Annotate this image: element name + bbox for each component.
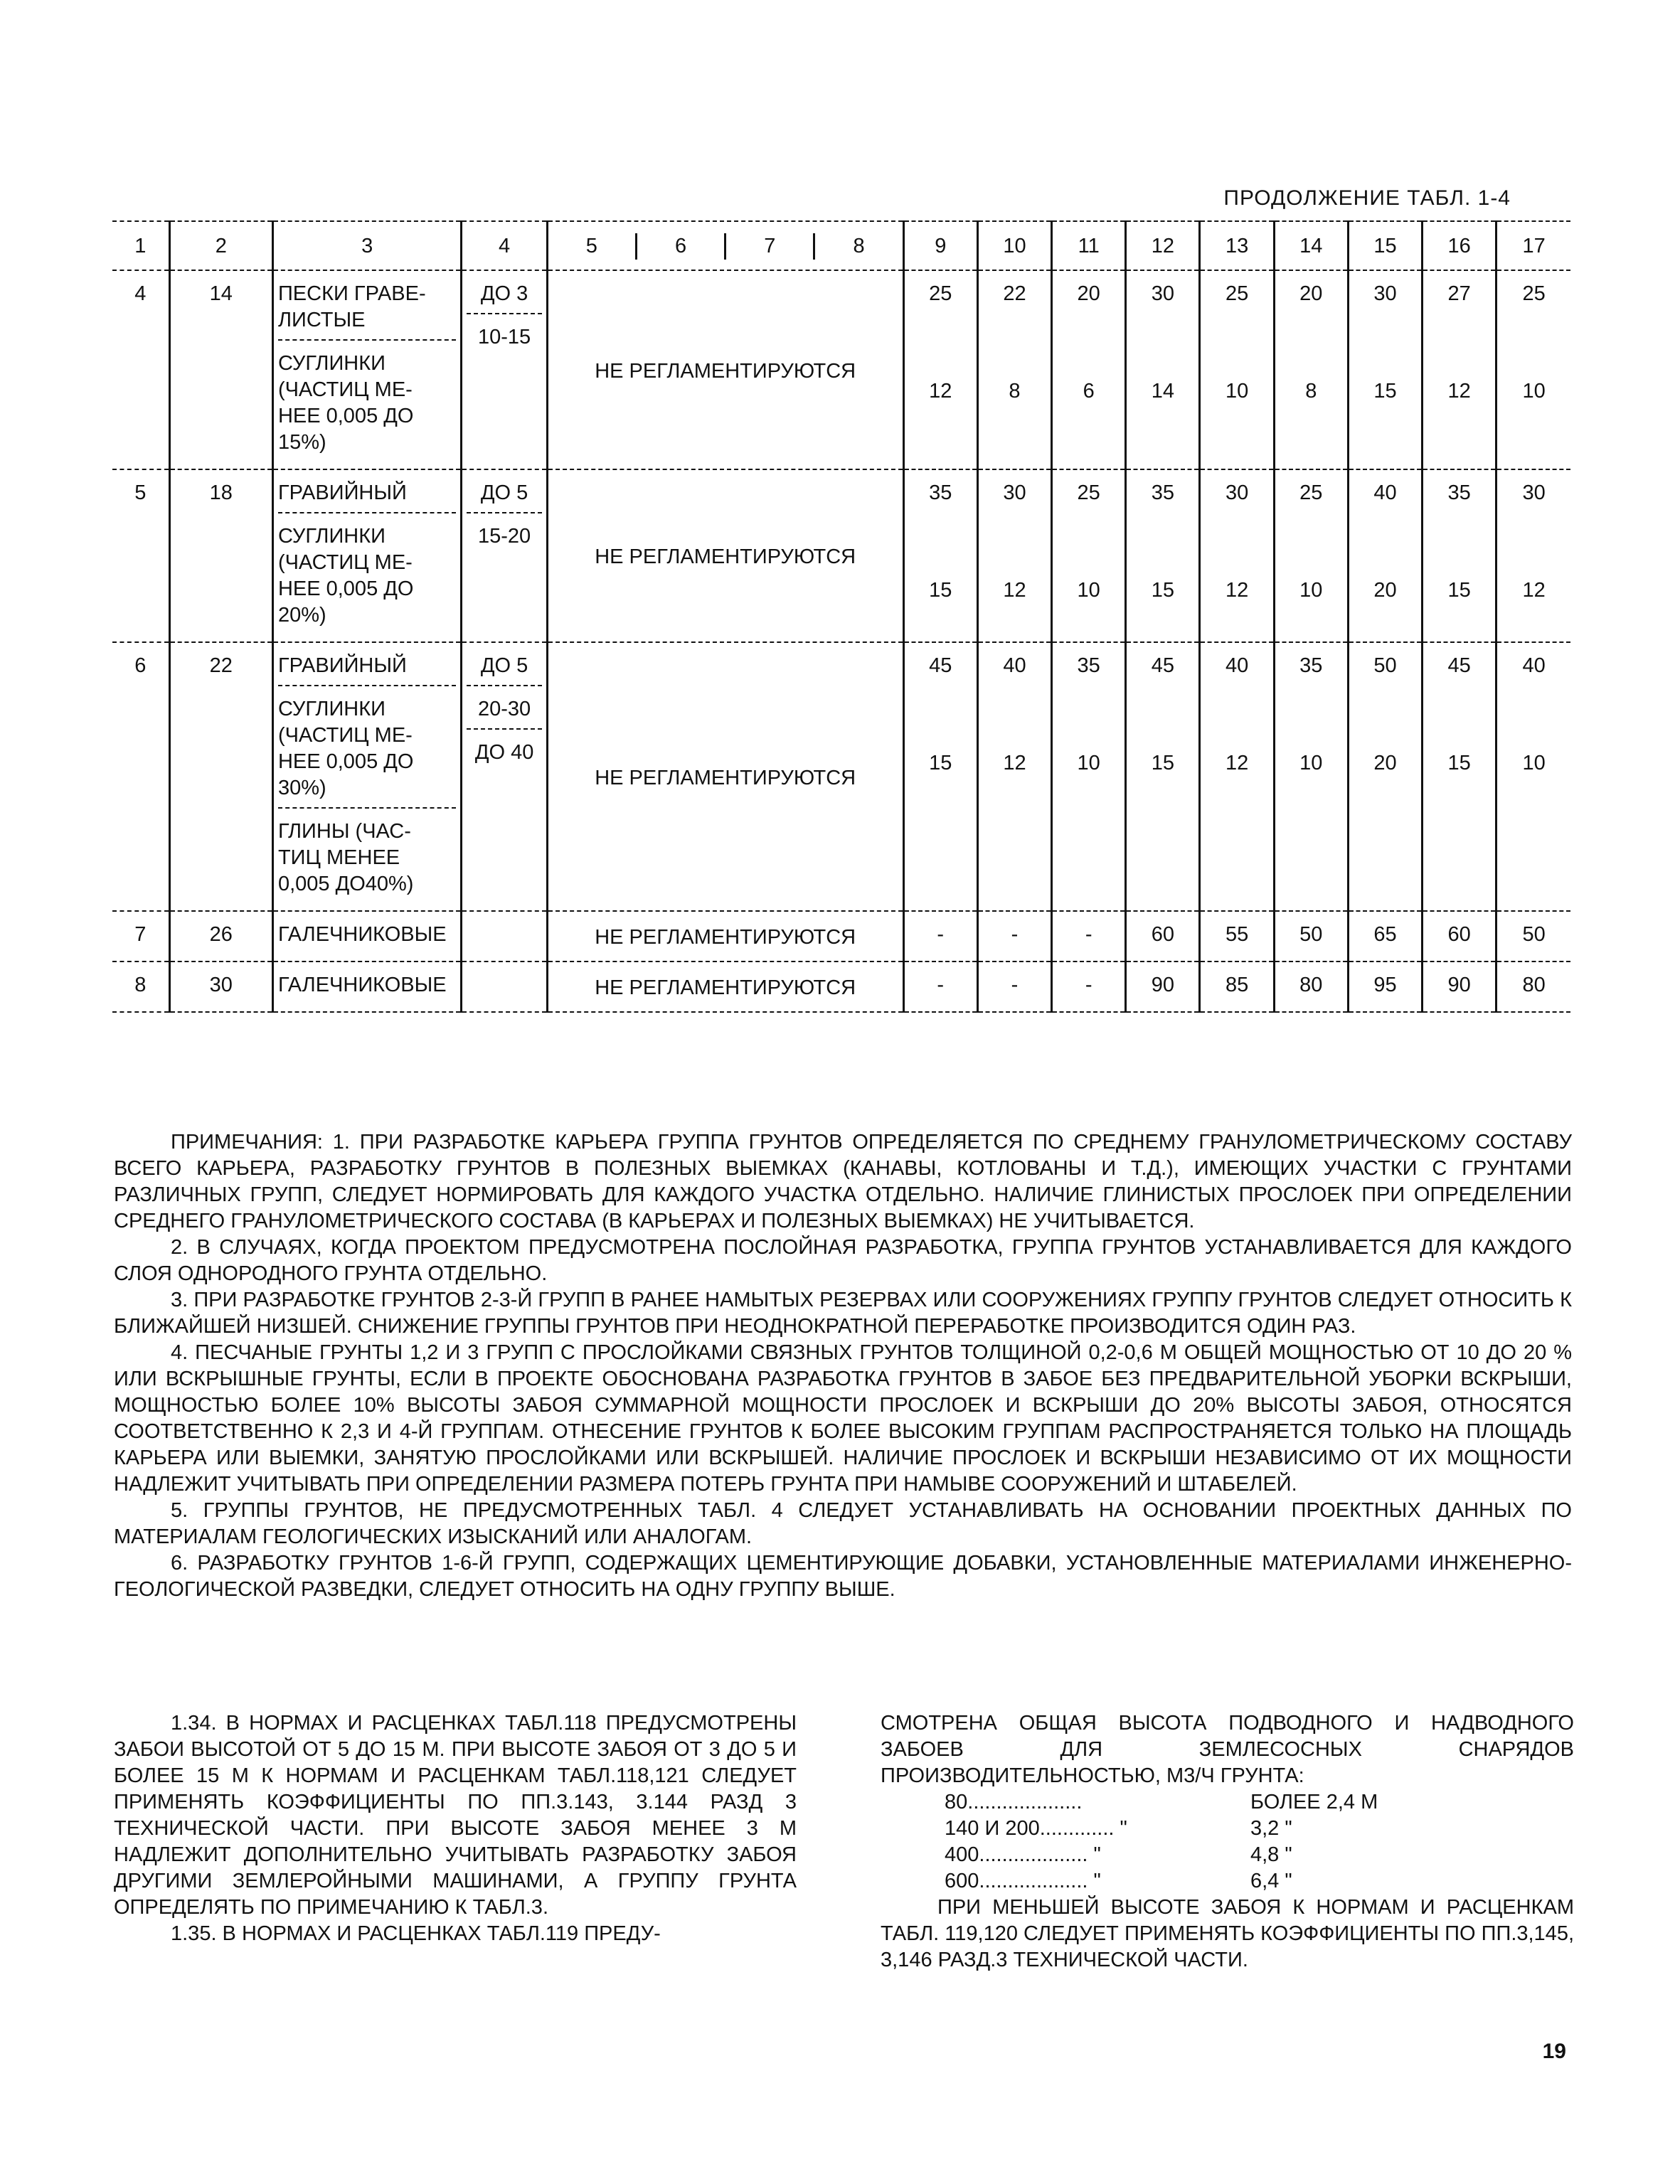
value-cell (1274, 270, 1348, 469)
value-cell (1052, 469, 1126, 642)
value: 8 (1305, 380, 1317, 403)
value-cell (1200, 270, 1274, 469)
value: 60 (1447, 923, 1471, 946)
value: 30 (1003, 481, 1026, 504)
header-cell: 7 (724, 233, 813, 260)
table-caption: ПРОДОЛЖЕНИЕ ТАБЛ. 1-4 (1223, 186, 1511, 210)
table-row (112, 962, 1570, 1012)
value: 12 (929, 380, 952, 403)
soil-cell (272, 911, 462, 962)
value: 35 (1447, 481, 1471, 504)
value: 10 (1522, 752, 1546, 774)
value: 35 (1299, 654, 1323, 677)
value: 30 (1373, 282, 1397, 305)
value-cell (1423, 270, 1496, 469)
value: 55 (1225, 923, 1249, 946)
soil-type: ГРАВИЙНЫЙ (278, 653, 457, 686)
group-code: 22 (169, 642, 272, 911)
table-header-row (112, 221, 1570, 270)
value: 40 (1373, 481, 1397, 504)
value: - (937, 923, 945, 946)
value-cell (1052, 911, 1126, 962)
note-2: 2. В СЛУЧАЯХ, КОГДА ПРОЕКТОМ ПРЕДУСМОТРЕНА ПОСЛОЙНАЯ РАЗРАБОТКА, ГРУППА ГРУНТОВ УСТАНАВЛИВАЕТСЯ ДЛЯ КАЖДОГО СЛОЯ ОДНОРОДНОГО ГРУНТА ОТДЕЛЬНО. (114, 1236, 1572, 1285)
value-cell (1274, 911, 1348, 962)
value-cell (1126, 270, 1200, 469)
value-cell (1052, 962, 1126, 1012)
value-cell (1423, 642, 1496, 911)
value: 35 (1151, 481, 1174, 504)
value: 80 (1299, 974, 1323, 996)
note-3: 3. ПРИ РАЗРАБОТКЕ ГРУНТОВ 2-3-Й ГРУПП В РАНЕЕ НАМЫТЫХ РЕЗЕРВАХ ИЛИ СООРУЖЕНИЯХ ГРУППУ ГРУНТОВ СЛЕДУЕТ ОТНОСИТЬ К БЛИЖАЙШЕЙ НИЗШЕЙ. СНИЖЕНИЕ ГРУППЫ ГРУНТОВ ПРИ НЕОДНОКРАТНОЙ ПЕРЕРАБОТКЕ ПРОИЗВОДИТСЯ ОДИН РАЗ. (114, 1289, 1572, 1338)
value-cell (1348, 469, 1422, 642)
value: 12 (1003, 579, 1026, 602)
value: 90 (1151, 974, 1174, 996)
face-height: ДО 5 (467, 653, 541, 686)
right-column (881, 1710, 1574, 1973)
value-cell (903, 469, 977, 642)
group-code: 14 (169, 270, 272, 469)
header-cell: 12 (1126, 221, 1200, 270)
value: 40 (1003, 654, 1026, 677)
height-cell (462, 270, 547, 469)
value-cell (1200, 962, 1274, 1012)
table-row (112, 642, 1570, 911)
value-cell (1423, 962, 1496, 1012)
value-cell (1496, 962, 1570, 1012)
value: 15 (1447, 752, 1471, 774)
group-number: 4 (134, 282, 147, 305)
table-row (112, 270, 1570, 469)
value: 10 (1077, 579, 1100, 602)
not-regulated: НЕ РЕГЛАМЕНТИРУЮТСЯ (547, 962, 903, 1012)
value: 50 (1522, 923, 1546, 946)
value: 12 (1225, 579, 1249, 602)
value: 90 (1447, 974, 1471, 996)
soil-type: ГАЛЕЧНИКОВЫЕ (277, 923, 447, 946)
height-cell (462, 911, 547, 962)
value: 45 (1151, 654, 1174, 677)
value-cell (1200, 642, 1274, 911)
value-cell (977, 642, 1051, 911)
value-cell (1348, 911, 1422, 962)
value: 25 (1225, 282, 1249, 305)
value: - (1085, 923, 1092, 946)
value-cell (903, 642, 977, 911)
value: 20 (1077, 282, 1100, 305)
productivity-row: 600................... " 6,4 " (945, 1870, 1292, 1892)
value: 12 (1003, 752, 1026, 774)
value-cell (1126, 962, 1200, 1012)
soil-type: ГАЛЕЧНИКОВЫЕ (277, 974, 447, 996)
value-cell (903, 270, 977, 469)
header-cell: 8 (813, 233, 902, 260)
value: 25 (1522, 282, 1546, 305)
value-cell (1126, 642, 1200, 911)
paragraph-1-35: 1.35. В НОРМАХ И РАСЦЕНКАХ ТАБЛ.119 ПРЕДУ- (171, 1922, 661, 1945)
header-cell: 1 (134, 235, 147, 257)
group-number: 8 (134, 974, 147, 996)
value: 50 (1299, 923, 1323, 946)
value: 10 (1225, 380, 1249, 403)
value-cell (1274, 642, 1348, 911)
value: 30 (1522, 481, 1546, 504)
value: 22 (1003, 282, 1026, 305)
value: 25 (929, 282, 952, 305)
paragraph-1-34: 1.34. В НОРМАХ И РАСЦЕНКАХ ТАБЛ.118 ПРЕДУСМОТРЕНЫ ЗАБОИ ВЫСОТОЙ ОТ 5 ДО 15 М. ПРИ ВЫСОТЕ ЗАБОЯ ОТ 3 ДО 5 И БОЛЕЕ 15 М К НОРМАМ И РАСЦЕНКАМ ТАБЛ.118,121 СЛЕДУЕТ ПРИМЕНЯТЬ КОЭФФИЦИЕНТЫ ПО ПП.3.143, 3.144 РАЗД 3 ТЕХНИЧЕСКОЙ ЧАСТИ. ПРИ ВЫСОТЕ ЗАБОЯ МЕНЕЕ 3 М НАДЛЕЖИТ ДОПОЛНИТЕЛЬНО УЧИТЫВАТЬ РАЗРАБОТКУ ЗАБОЯ ДРУГИМИ ЗЕМЛЕРОЙНЫМИ МАШИНАМИ, А ГРУППУ ГРУНТА ОПРЕДЕЛЯТЬ ПО ПРИМЕЧАНИЮ К ТАБЛ.3. (114, 1712, 797, 1919)
value: 6 (1083, 380, 1095, 403)
group-code: 30 (169, 962, 272, 1012)
value-cell (1052, 642, 1126, 911)
value: 50 (1373, 654, 1397, 677)
height-cell (462, 642, 547, 911)
height-cell (462, 962, 547, 1012)
face-height: ДО 40 (474, 741, 534, 764)
value: 12 (1225, 752, 1249, 774)
value: 95 (1373, 974, 1397, 996)
soil-type: ГЛИНЫ (ЧАС- ТИЦ МЕНЕЕ 0,005 ДО40%) (277, 820, 414, 895)
value-cell (977, 469, 1051, 642)
value: 80 (1522, 974, 1546, 996)
face-height: 20-30 (467, 696, 541, 730)
group-number: 6 (134, 654, 147, 677)
header-cell: 11 (1052, 221, 1126, 270)
group-code: 26 (169, 911, 272, 962)
value-cell (903, 962, 977, 1012)
value: 15 (1447, 579, 1471, 602)
value: 27 (1447, 282, 1471, 305)
value-cell (1274, 962, 1348, 1012)
value: - (1011, 923, 1019, 946)
value-cell (1423, 469, 1496, 642)
value: 10 (1299, 579, 1323, 602)
value: 15 (929, 579, 952, 602)
header-cell: 16 (1423, 221, 1496, 270)
soil-cell (272, 469, 462, 642)
note-1: ПРИМЕЧАНИЯ: 1. ПРИ РАЗРАБОТКЕ КАРЬЕРА ГРУППА ГРУНТОВ ОПРЕДЕЛЯЕТСЯ ПО СРЕДНЕМУ ГРАНУЛОМЕТРИЧЕСКОМУ СОСТАВУ ВСЕГО КАРЬЕРА, РАЗРАБОТКУ ГРУНТОВ В ПОЛЕЗНЫХ ВЫЕМКАХ (КАНАВЫ, КОТЛОВАНЫ И Т.Д.), ИМЕЮЩИХ УЧАСТКИ С ГРУНТАМИ РАЗЛИЧНЫХ ГРУПП, СЛЕДУЕТ НОРМИРОВАТЬ ДЛЯ КАЖДОГО УЧАСТКА ОТДЕЛЬНО. НАЛИЧИЕ ГЛИНИСТЫХ ПРОСЛОЕК ПРИ ОПРЕДЕЛЕНИИ СРЕДНЕГО ГРАНУЛОМЕТРИЧЕСКОГО СОСТАВА (В КАРЬЕРАХ И ПОЛЕЗНЫХ ВЫЕМКАХ) НЕ УЧИТЫВАЕТСЯ. (114, 1131, 1572, 1232)
right-outro: ПРИ МЕНЬШЕЙ ВЫСОТЕ ЗАБОЯ К НОРМАМ И РАСЦЕНКАМ ТАБЛ. 119,120 СЛЕДУЕТ ПРИМЕНЯТЬ КОЭФФИЦИЕНТЫ ПО ПП.3,145, 3,146 РАЗД.3 ТЕХНИЧЕСКОЙ ЧАСТИ. (881, 1896, 1574, 1971)
value: 25 (1077, 481, 1100, 504)
header-cell: 14 (1274, 221, 1348, 270)
header-cell: 2 (169, 221, 272, 270)
value: 12 (1522, 579, 1546, 602)
value: 14 (1151, 380, 1174, 403)
note-5: 5. ГРУППЫ ГРУНТОВ, НЕ ПРЕДУСМОТРЕННЫХ ТАБЛ. 4 СЛЕДУЕТ УСТАНАВЛИВАТЬ НА ОСНОВАНИИ ПРОЕКТНЫХ ДАННЫХ ПО МАТЕРИАЛАМ ГЕОЛОГИЧЕСКИХ ИЗЫСКАНИЙ ИЛИ АНАЛОГАМ. (114, 1499, 1572, 1548)
productivity-row: 140 И 200............. " 3,2 " (945, 1817, 1292, 1840)
header-cell: 5 (585, 235, 597, 257)
value: 35 (1077, 654, 1100, 677)
value: 65 (1373, 923, 1397, 946)
value-cell (1274, 469, 1348, 642)
value: 45 (929, 654, 952, 677)
value: - (1011, 974, 1019, 996)
header-cell (547, 221, 903, 270)
value: 10 (1077, 752, 1100, 774)
value: 40 (1522, 654, 1546, 677)
value-cell (1200, 469, 1274, 642)
value: 20 (1373, 579, 1397, 602)
face-height: ДО 5 (467, 480, 541, 513)
soil-type: СУГЛИНКИ (ЧАСТИЦ МЕ- НЕЕ 0,005 ДО 30%) (278, 696, 457, 809)
not-regulated: НЕ РЕГЛАМЕНТИРУЮТСЯ (547, 642, 903, 911)
soil-type: ПЕСКИ ГРАВЕ- ЛИСТЫЕ (278, 281, 457, 341)
value-cell (1052, 270, 1126, 469)
value: 85 (1225, 974, 1249, 996)
value: 15 (1151, 579, 1174, 602)
left-column (114, 1710, 797, 1947)
header-cell: 15 (1348, 221, 1422, 270)
right-intro: СМОТРЕНА ОБЩАЯ ВЫСОТА ПОДВОДНОГО И НАДВОДНОГО ЗАБОЕВ ДЛЯ ЗЕМЛЕСОСНЫХ СНАРЯДОВ ПРОИЗВОДИТЕЛЬНОСТЬЮ, М3/Ч ГРУНТА: (881, 1712, 1574, 1787)
soil-cell (272, 270, 462, 469)
face-height: ДО 3 (467, 281, 541, 314)
value: 30 (1151, 282, 1174, 305)
soil-cell (272, 642, 462, 911)
header-cell: 9 (903, 221, 977, 270)
table-row (112, 469, 1570, 642)
header-cell: 10 (977, 221, 1051, 270)
face-height (467, 972, 541, 1004)
face-height (467, 922, 541, 954)
value: 10 (1299, 752, 1323, 774)
value-cell (1496, 911, 1570, 962)
group-number: 7 (134, 923, 147, 946)
value: 60 (1151, 923, 1174, 946)
header-subcells (548, 233, 903, 260)
table-row (112, 911, 1570, 962)
value: 35 (929, 481, 952, 504)
value-cell (1348, 642, 1422, 911)
value: - (1085, 974, 1092, 996)
soil-table (112, 220, 1570, 1013)
value: 15 (1373, 380, 1397, 403)
value-cell (1126, 469, 1200, 642)
productivity-row: 80.................... БОЛЕЕ 2,4 М (945, 1791, 1378, 1813)
value-cell (1348, 270, 1422, 469)
value-cell (1496, 270, 1570, 469)
note-6: 6. РАЗРАБОТКУ ГРУНТОВ 1-6-Й ГРУПП, СОДЕРЖАЩИХ ЦЕМЕНТИРУЮЩИЕ ДОБАВКИ, УСТАНОВЛЕННЫЕ МАТЕРИАЛАМИ ИНЖЕНЕРНО-ГЕОЛОГИЧЕСКОЙ РАЗВЕДКИ, СЛЕДУЕТ ОТНОСИТЬ НА ОДНУ ГРУППУ ВЫШЕ. (114, 1552, 1572, 1601)
value-cell (903, 911, 977, 962)
note-4: 4. ПЕСЧАНЫЕ ГРУНТЫ 1,2 И 3 ГРУПП С ПРОСЛОЙКАМИ СВЯЗНЫХ ГРУНТОВ ТОЛЩИНОЙ 0,2-0,6 М ОБЩЕЙ МОЩНОСТЬЮ ОТ 10 ДО 20 % ИЛИ ВСКРЫШНЫЕ ГРУНТЫ, ЕСЛИ В ПРОЕКТЕ ОБОСНОВАНА РАЗРАБОТКА ГРУНТОВ В ЗАБОЕ БЕЗ ПРЕДВАРИТЕЛЬНОЙ УБОРКИ ВСКРЫШИ, МОЩНОСТЬЮ БОЛЕЕ 10% ВЫСОТЫ ЗАБОЯ СУММАРНОЙ МОЩНОСТИ ПРОСЛОЕК И ВСКРЫШИ ДО 20% ВЫСОТЫ ЗАБОЯ, ОТНОСЯТСЯ СООТВЕТСТВЕННО К 2,3 И 4-Й ГРУППАМ. ОТНЕСЕНИЕ ГРУНТОВ К БОЛЕЕ ВЫСОКИМ ГРУППАМ РАСПРОСТРАНЯЕТСЯ ТОЛЬКО НА ПЛОЩАДЬ КАРЬЕРА ИЛИ ВЫЕМКИ, ЗАНЯТУЮ ПРОСЛОЙКАМИ ИЛИ ВСКРЫШЕЙ. НАЛИЧИЕ ПРОСЛОЕК И ВСКРЫШИ НЕЗАВИСИМО ОТ ИХ МОЩНОСТИ НАДЛЕЖИТ УЧИТЫВАТЬ ПРИ ОПРЕДЕЛЕНИИ РАЗМЕРА ПОТЕРЬ ГРУНТА ПРИ НАМЫВЕ СООРУЖЕНИЙ И ШТАБЕЛЕЙ. (114, 1341, 1572, 1496)
group-code: 18 (169, 469, 272, 642)
value: - (937, 974, 945, 996)
value-cell (1496, 469, 1570, 642)
notes-section (114, 1129, 1572, 1603)
value-cell (977, 270, 1051, 469)
value: 45 (1447, 654, 1471, 677)
header-cell: 17 (1496, 221, 1570, 270)
not-regulated: НЕ РЕГЛАМЕНТИРУЮТСЯ (547, 270, 903, 469)
value: 15 (929, 752, 952, 774)
value: 20 (1299, 282, 1323, 305)
face-height: 15-20 (477, 525, 531, 548)
value-cell (1496, 642, 1570, 911)
productivity-row: 400................... " 4,8 " (945, 1843, 1292, 1866)
not-regulated: НЕ РЕГЛАМЕНТИРУЮТСЯ (547, 469, 903, 642)
group-number: 5 (134, 481, 147, 504)
soil-cell (272, 962, 462, 1012)
header-cell: 13 (1200, 221, 1274, 270)
value-cell (1200, 911, 1274, 962)
value: 8 (1009, 380, 1021, 403)
value: 25 (1299, 481, 1323, 504)
value: 15 (1151, 752, 1174, 774)
soil-type: СУГЛИНКИ (ЧАСТИЦ МЕ- НЕЕ 0,005 ДО 20%) (277, 525, 414, 627)
value: 12 (1447, 380, 1471, 403)
page-number: 19 (1542, 2040, 1566, 2063)
value: 40 (1225, 654, 1249, 677)
face-height: 10-15 (477, 326, 531, 348)
height-cell (462, 469, 547, 642)
value-cell (977, 911, 1051, 962)
value-cell (977, 962, 1051, 1012)
header-cell: 4 (462, 221, 547, 270)
value-cell (1126, 911, 1200, 962)
soil-type: СУГЛИНКИ (ЧАСТИЦ МЕ- НЕЕ 0,005 ДО 15%) (277, 352, 414, 454)
value: 30 (1225, 481, 1249, 504)
header-cell: 3 (272, 221, 462, 270)
value: 20 (1373, 752, 1397, 774)
header-cell: 6 (635, 233, 724, 260)
value: 10 (1522, 380, 1546, 403)
soil-type: ГРАВИЙНЫЙ (278, 480, 457, 513)
value-cell (1348, 962, 1422, 1012)
value-cell (1423, 911, 1496, 962)
not-regulated: НЕ РЕГЛАМЕНТИРУЮТСЯ (547, 911, 903, 962)
